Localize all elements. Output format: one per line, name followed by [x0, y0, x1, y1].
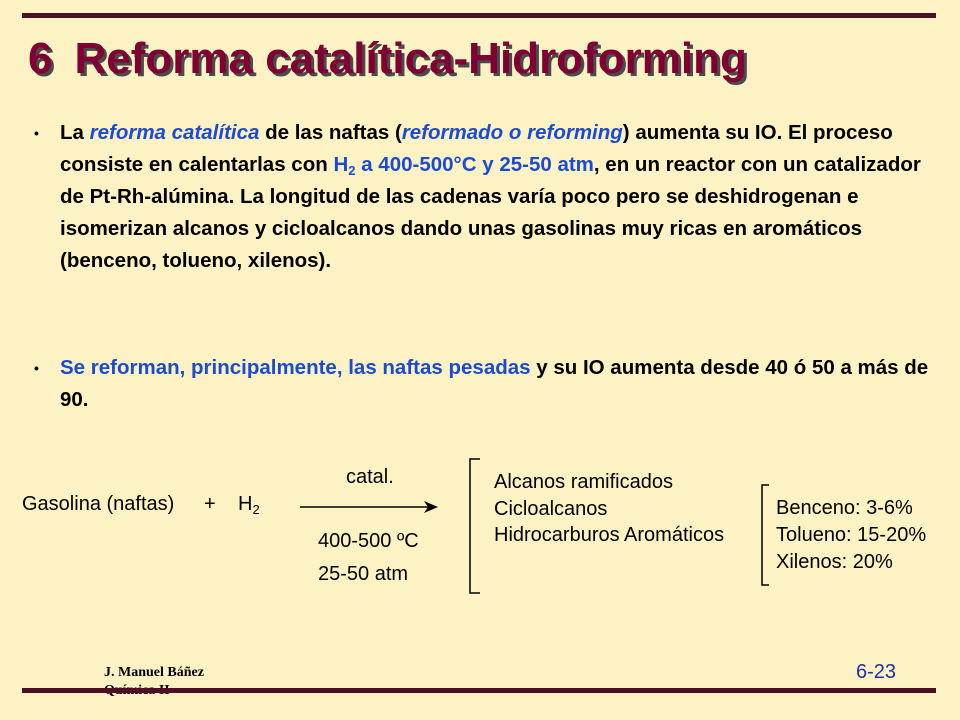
hydrogen-formula: $H_2$	[333, 153, 356, 178]
slide-number: 6-23	[856, 661, 897, 683]
slide-title	[28, 34, 747, 84]
product-item: Hidrocarburos Aromáticos	[494, 524, 725, 546]
reactant-label: Gasolina (naftas)	[22, 493, 175, 515]
slide-title-text: Reforma catalítica-Hidroforming	[74, 34, 747, 83]
bullet-naftas-pesadas	[34, 352, 930, 416]
hydrogen-reactant: $H_2$	[238, 493, 260, 517]
product-item: Cicloalcanos	[494, 497, 608, 520]
aromatic-item: Xilenos: 20%	[776, 551, 893, 573]
bullet-dot-icon: •	[34, 125, 39, 141]
catalyst-label: catal.	[346, 466, 394, 488]
aromatics-bracket-icon	[760, 484, 772, 586]
bullet-reforma	[34, 117, 930, 277]
bullet-dot-icon: •	[34, 360, 39, 376]
plus-sign: +	[204, 493, 216, 515]
aromatic-item: Tolueno: 15-20%	[776, 524, 927, 546]
bullet-text: Se reforman, principalmente, las naftas pesadas y su IO aumenta desde 40 ó 50 a más de 90.	[60, 356, 929, 411]
bullet-text: La reforma catalítica de las naftas (reformado o reforming) aumenta su IO. El proceso consiste en calentarlas con $H_2$ a 400-500°C y 25-50 atm, en un reactor con un catalizador de Pt-Rh-alúmina. La longitud de las cadenas varía poco pero se deshidrogenan e isomerizan alcanos y cicloalcanos dando unas gasolinas muy ricas en aromáticos (benceno, tolueno, xilenos).	[60, 121, 921, 272]
pressure-condition: 25-50 atm	[318, 563, 409, 585]
aromatic-item: Benceno: 3-6%	[776, 497, 913, 519]
aromatics-list	[776, 495, 926, 576]
temperature-condition: 400-500 ºC	[318, 530, 419, 552]
author-credit: J. Manuel Báñez	[104, 665, 204, 680]
slide-section-number: 6	[28, 34, 53, 83]
product-item: Alcanos ramificados	[494, 471, 673, 493]
products-list	[494, 469, 724, 549]
bottom-divider	[22, 688, 936, 693]
top-divider	[22, 13, 936, 18]
reaction-arrow-icon	[300, 497, 442, 517]
products-bracket-icon	[468, 458, 484, 594]
